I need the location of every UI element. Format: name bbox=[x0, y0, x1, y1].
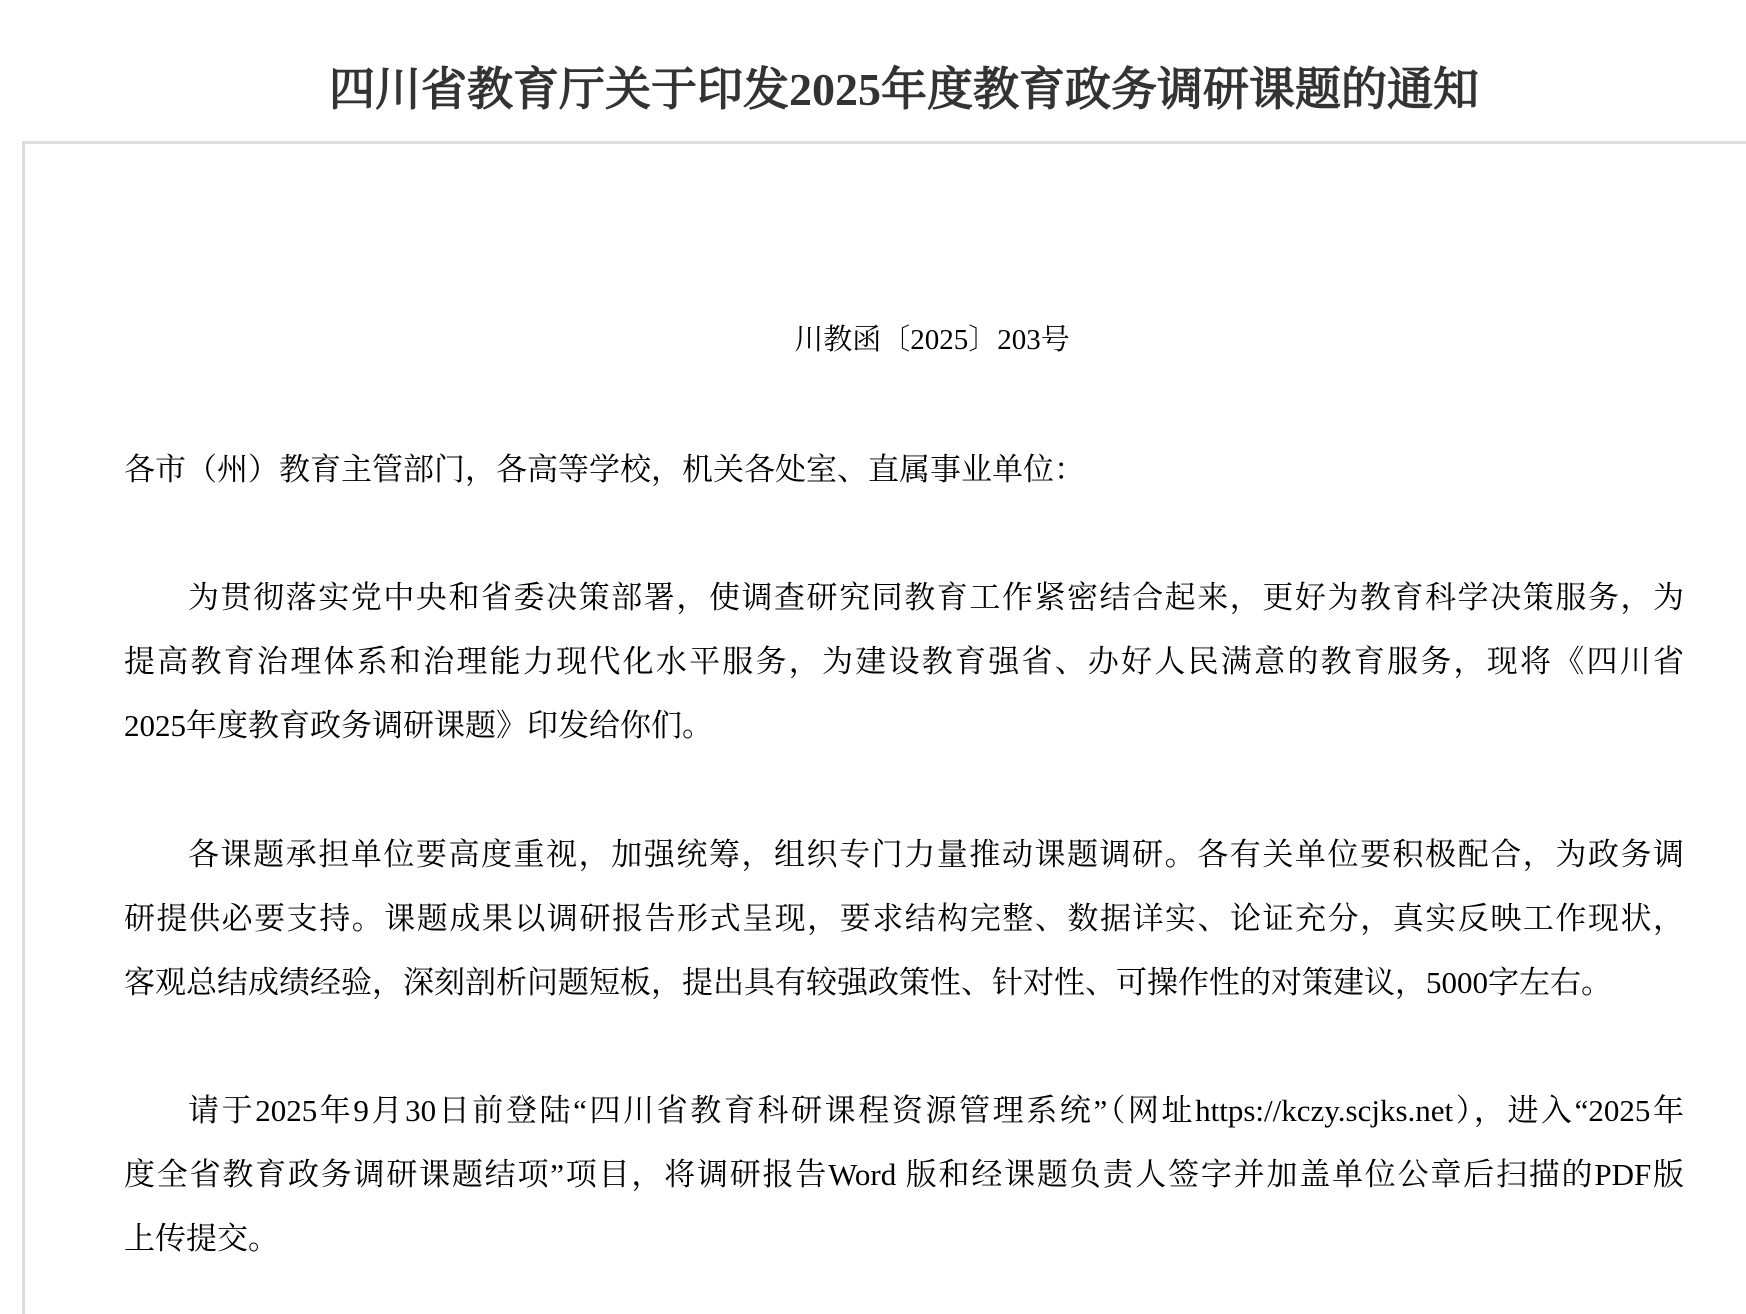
paragraph-line: 为贯彻落实党中央和省委决策部署，使调查研究同教育工作紧密结合起来，更好为教育科学决策服务，为 bbox=[188, 580, 1684, 615]
paragraph-line: 各课题承担单位要高度重视，加强统筹，组织专门力量推动课题调研。各有关单位要积极配合，为政务调 bbox=[188, 837, 1684, 872]
paragraph-2 bbox=[124, 823, 1684, 1015]
paragraph-line: 研提供必要支持。课题成果以调研报告形式呈现，要求结构完整、数据详实、论证充分，真实反映工作现状， bbox=[124, 901, 1684, 936]
document-number: 川教函〔2025〕203号 bbox=[794, 324, 1070, 356]
paragraph-3 bbox=[124, 1079, 1684, 1271]
paragraph-line: 上传提交。 bbox=[124, 1221, 279, 1256]
page-title: 四川省教育厅关于印发2025年度教育政务调研课题的通知 bbox=[329, 63, 1479, 115]
paragraph-line: 提高教育治理体系和治理能力现代化水平服务，为建设教育强省、办好人民满意的教育服务，现将《四川省 bbox=[124, 644, 1684, 679]
paragraph-line: 请于2025年9月30日前登陆“四川省教育科研课程资源管理系统”（网址https://kczy.scjks.net），进入“2025年 bbox=[188, 1093, 1684, 1128]
salutation: 各市（州）教育主管部门，各高等学校，机关各处室、直属事业单位： bbox=[124, 452, 1085, 487]
paragraph-1 bbox=[124, 566, 1684, 758]
paragraph-line: 客观总结成绩经验，深刻剖析问题短板，提出具有较强政策性、针对性、可操作性的对策建议，5000字左右。 bbox=[124, 965, 1612, 1000]
paragraph-line: 度全省教育政务调研课题结项”项目，将调研报告Word 版和经课题负责人签字并加盖单位公章后扫描的PDF版 bbox=[124, 1157, 1684, 1192]
paragraph-line: 2025年度教育政务调研课题》印发给你们。 bbox=[124, 708, 713, 743]
